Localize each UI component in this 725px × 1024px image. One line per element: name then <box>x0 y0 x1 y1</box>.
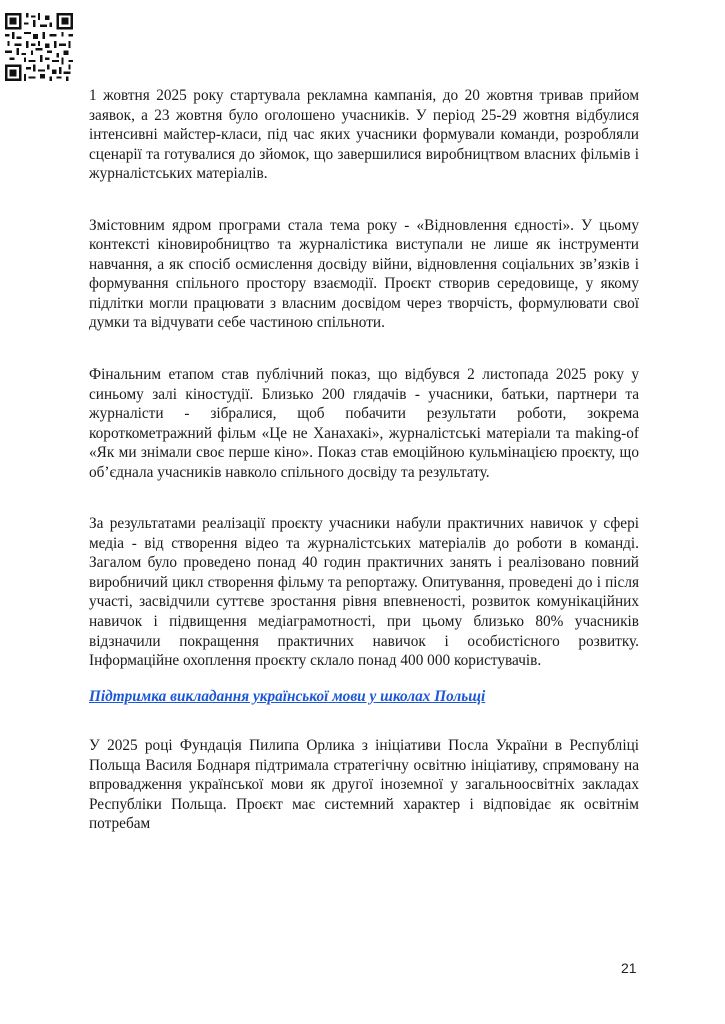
page-number: 21 <box>621 960 637 976</box>
paragraph-public-screening: Фінальним етапом став публічний показ, що відбувся 2 листопада 2025 року у синьому залі кіностудії. Близько 200 глядачів - учасники, батьки, партнери та журналісти - зібралися, щоб побачити результати роботи, зокрема короткометражний фільм «Це не Ханахакі», журналістські матеріали та making-of «Як ми знімали своє перше кіно». Показ став емоційною кульмінацією проєкту, що об’єднала учасників навколо спільного досвіду та результату. <box>89 366 639 481</box>
section-heading-link[interactable]: Підтримка викладання української мови у школах Польщі <box>89 687 486 705</box>
paragraph-campaign-timeline: 1 жовтня 2025 року стартувала рекламна кампанія, до 20 жовтня тривав прийом заявок, а 23 жовтня було оголошено учасників. У період 25-29 жовтня відбулися інтенсивні майстер-класи, під час яких учасники формували команди, розробляли сценарії та готувалися до зйомок, що завершилися виробництвом власних фільмів і журналістських матеріалів. <box>89 87 639 183</box>
paragraph-ukrainian-language-poland: У 2025 році Фундація Пилипа Орлика з ініціативи Посла України в Республіці Польща Василя Боднаря підтримала стратегічну освітню ініціативу, спрямовану на впровадження української мови як другої іноземної у загальноосвітніх закладах Республіки Польща. Проєкт має системний характер і відповідає як освітнім потребам <box>89 737 639 833</box>
paragraph-theme-of-year: Змістовним ядром програми стала тема року - «Відновлення єдності». У цьому контексті кіновиробництво та журналістика виступали не лише як інструменти навчання, а як спосіб осмислення досвіду війни, відновлення соціальних зв’язків і формування спільного простору взаємодії. Проєкт створив середовище, у якому підлітки могли працювати з власним досвідом через творчість, формулювати свої думки та відчувати себе частиною спільноти. <box>89 216 639 332</box>
paragraph-project-results: За результатами реалізації проєкту учасники набули практичних навичок у сфері медіа - від створення відео та журналістських матеріалів до роботи в команді. Загалом було проведено понад 40 годин практичних занять і реалізовано повний виробничий цикл створення фільму та репортажу. Опитування, проведені до і після участі, засвідчили суттєве зростання рівня впевненості, розвиток комунікаційних навичок і підвищення медіаграмотності, при цьому близько 80% учасників відзначили покращення практичних навичок і особистісного розвитку. Інформаційне охоплення проєкту склало понад 400 000 користувачів. <box>89 515 639 670</box>
qr-code-icon <box>5 13 73 81</box>
document-body <box>89 86 639 834</box>
